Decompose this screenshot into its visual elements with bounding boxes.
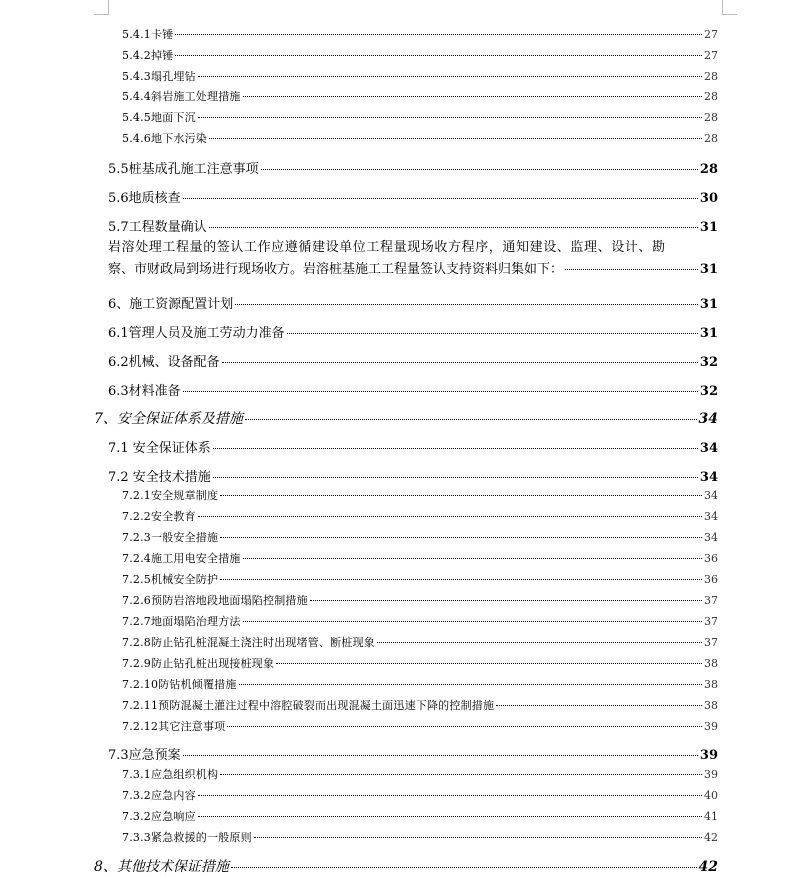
- toc-entry[interactable]: [122, 508, 718, 524]
- page-number: 38: [704, 678, 718, 691]
- dot-leader: [276, 663, 702, 664]
- dot-leader: [198, 76, 702, 77]
- toc-entry-title: 7.2.9防止钻孔桩出现接桩现象: [122, 657, 275, 670]
- toc-entry[interactable]: [122, 529, 718, 545]
- dot-leader: [243, 558, 702, 559]
- dot-leader: [198, 117, 702, 118]
- toc-entry[interactable]: [122, 592, 718, 608]
- toc-entry[interactable]: [108, 322, 718, 341]
- toc-entry[interactable]: [122, 808, 718, 824]
- dot-leader: [231, 867, 697, 868]
- toc-entry-title: 5.6地质核查: [108, 191, 181, 206]
- page-number: 36: [704, 573, 718, 586]
- page-number: 38: [704, 699, 718, 712]
- toc-entry-title: 5.4.6地下水污染: [122, 132, 207, 145]
- dot-leader: [183, 198, 698, 199]
- page-number: 39: [704, 720, 718, 733]
- page-number: 37: [704, 594, 718, 607]
- toc-entry[interactable]: [122, 787, 718, 803]
- toc-entry-title: 7.2.8防止钻孔桩混凝土浇注时出现堵管、断桩现象: [122, 636, 375, 649]
- page-number: 31: [699, 262, 718, 277]
- toc-entry[interactable]: [108, 351, 718, 370]
- page-number: 37: [704, 636, 718, 649]
- dot-leader: [287, 333, 698, 334]
- page-number: 27: [704, 28, 718, 41]
- toc-entry-title: 6.2机械、设备配备: [108, 355, 220, 370]
- toc-entry-title: 5.4.5地面下沉: [122, 111, 196, 124]
- toc-entry-title: 7、安全保证体系及措施: [94, 411, 243, 427]
- toc-entry[interactable]: [122, 718, 718, 734]
- toc-entry-title: 7.2 安全技术措施: [108, 470, 211, 485]
- toc-entry[interactable]: [108, 293, 718, 312]
- page-number: 42: [704, 831, 718, 844]
- page-number: 31: [699, 297, 718, 312]
- toc-entry[interactable]: [108, 437, 718, 456]
- toc-entry[interactable]: [108, 158, 718, 177]
- page-number: 28: [704, 111, 718, 124]
- dot-leader: [209, 227, 698, 228]
- toc-entry-title: 7.2.5机械安全防护: [122, 573, 219, 586]
- dot-leader: [198, 516, 702, 517]
- page-number: 27: [704, 49, 718, 62]
- dot-leader: [183, 391, 698, 392]
- page-number: 40: [704, 789, 718, 802]
- dot-leader: [310, 600, 702, 601]
- dot-leader: [220, 495, 702, 496]
- dot-leader: [254, 837, 702, 838]
- toc-entry[interactable]: [122, 109, 718, 125]
- dot-leader: [213, 477, 698, 478]
- toc-entry[interactable]: [94, 856, 718, 876]
- toc-entry-title: 7.2.3一般安全措施: [122, 531, 219, 544]
- page-corner-mark-right: [722, 0, 737, 15]
- dot-leader: [220, 579, 702, 580]
- toc-entry[interactable]: [108, 380, 718, 399]
- page-number: 34: [704, 531, 718, 544]
- toc-entry-title: 6.3材料准备: [108, 384, 181, 399]
- page-number: 34: [698, 411, 718, 427]
- toc-entry-title: 5.7工程数量确认: [108, 220, 207, 235]
- toc-entry-title: 6、施工资源配置计划: [108, 297, 234, 312]
- toc-entry[interactable]: [122, 88, 718, 104]
- dot-leader: [220, 774, 702, 775]
- toc-entry-title: 7.3.2应急内容: [122, 789, 196, 802]
- toc-entry-title: 5.4.1卡锤: [122, 28, 174, 41]
- page-number: 38: [704, 657, 718, 670]
- dot-leader: [198, 795, 702, 796]
- dot-leader: [209, 138, 702, 139]
- toc-entry[interactable]: [122, 697, 718, 713]
- page-number: 28: [704, 70, 718, 83]
- toc-entry[interactable]: [122, 571, 718, 587]
- page-number: 32: [699, 384, 718, 399]
- toc-entry-title: 7.2.7地面塌陷治理方法: [122, 615, 241, 628]
- dot-leader: [222, 362, 698, 363]
- toc-entry[interactable]: [122, 655, 718, 671]
- toc-entry-title: 7.3.2应急响应: [122, 810, 196, 823]
- toc-entry[interactable]: [122, 829, 718, 845]
- toc-entry[interactable]: [122, 676, 718, 692]
- page-number: 32: [699, 355, 718, 370]
- toc-entry[interactable]: [108, 187, 718, 206]
- page-number: 30: [699, 191, 718, 206]
- page-number: 31: [699, 220, 718, 235]
- toc-entry[interactable]: [122, 634, 718, 650]
- paragraph-line-2-row: [108, 259, 718, 281]
- toc-entry[interactable]: [122, 47, 718, 63]
- dot-leader: [220, 537, 702, 538]
- toc-entry-title: 7.2.12其它注意事项: [122, 720, 226, 733]
- toc-entry-title: 5.4.4斜岩施工处理措施: [122, 90, 241, 103]
- page-number: 41: [704, 810, 718, 823]
- page-number: 37: [704, 615, 718, 628]
- toc-entry[interactable]: [122, 550, 718, 566]
- page-corner-mark-left: [94, 0, 109, 15]
- toc-entry-title: 5.5桩基成孔施工注意事项: [108, 162, 259, 177]
- toc-entry[interactable]: [122, 26, 718, 42]
- paragraph-line-1: 岩溶处理工程量的签认工作应遵循建设单位工程量现场收方程序，通知建设、监理、设计、勘: [108, 240, 666, 255]
- page-number: 42: [698, 859, 718, 875]
- page-number: 34: [704, 510, 718, 523]
- toc-entry-title: 6.1管理人员及施工劳动力准备: [108, 326, 285, 341]
- dot-leader: [496, 705, 702, 706]
- page-number: 34: [699, 441, 718, 456]
- dot-leader: [377, 642, 702, 643]
- toc-entry[interactable]: [122, 487, 718, 503]
- toc-entry-title: 7.3应急预案: [108, 748, 181, 763]
- dot-leader: [243, 96, 702, 97]
- dot-leader: [175, 34, 702, 35]
- toc-entry-title: 5.4.2掉锤: [122, 49, 174, 62]
- page-number: 39: [704, 768, 718, 781]
- toc-entry-title: 7.2.4施工用电安全措施: [122, 552, 241, 565]
- page-number: 34: [704, 489, 718, 502]
- dot-leader: [198, 816, 702, 817]
- dot-leader: [235, 304, 698, 305]
- page-number: 28: [699, 162, 718, 177]
- toc-entry[interactable]: [108, 216, 718, 235]
- toc-entry-title: 8、其他技术保证措施: [94, 859, 229, 875]
- toc-entry-title: 7.2.6预防岩溶地段地面塌陷控制措施: [122, 594, 308, 607]
- toc-entry-title: 5.4.3塌孔埋钻: [122, 70, 196, 83]
- paragraph-line-2: 察、市财政局到场进行现场收方。岩溶桩基施工工程量签认支持资料归集如下：: [108, 262, 564, 277]
- page-number: 28: [704, 90, 718, 103]
- dot-leader: [565, 269, 698, 270]
- toc-entry[interactable]: [94, 408, 718, 428]
- dot-leader: [227, 726, 702, 727]
- toc-entry[interactable]: [108, 744, 718, 763]
- page-number: 28: [704, 132, 718, 145]
- toc-entry[interactable]: [108, 466, 718, 485]
- toc-entry-title: 7.1 安全保证体系: [108, 441, 211, 456]
- toc-paragraph-entry[interactable]: [108, 237, 718, 281]
- toc-entry[interactable]: [122, 130, 718, 146]
- page-number: 34: [699, 470, 718, 485]
- toc-entry-title: 7.2.10防钻机倾覆措施: [122, 678, 237, 691]
- page-number: 31: [699, 326, 718, 341]
- toc-entry-title: 7.2.1安全规章制度: [122, 489, 219, 502]
- toc-entry-title: 7.2.2安全教育: [122, 510, 196, 523]
- page-number: 36: [704, 552, 718, 565]
- toc-entry[interactable]: [122, 766, 718, 782]
- dot-leader: [213, 448, 698, 449]
- dot-leader: [183, 755, 698, 756]
- toc-entry[interactable]: [122, 613, 718, 629]
- dot-leader: [239, 684, 702, 685]
- dot-leader: [245, 419, 697, 420]
- toc-entry[interactable]: [122, 68, 718, 84]
- dot-leader: [243, 621, 702, 622]
- dot-leader: [175, 55, 702, 56]
- toc-entry-title: 7.3.1应急组织机构: [122, 768, 219, 781]
- toc-entry-title: 7.3.3紧急救援的一般原则: [122, 831, 252, 844]
- dot-leader: [261, 169, 698, 170]
- page-number: 39: [699, 748, 718, 763]
- toc-entry-title: 7.2.11预防混凝土灌注过程中溶腔破裂而出现混凝土面迅速下降的控制措施: [122, 699, 495, 712]
